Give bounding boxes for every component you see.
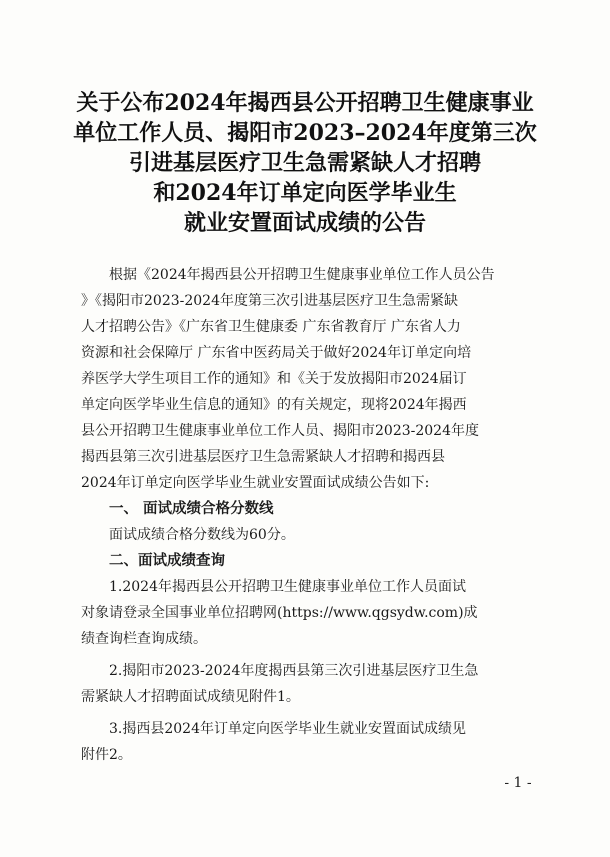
section-2-item-3 xyxy=(81,716,541,768)
paragraph-line: 资源和社会保障厅 广东省中医药局关于做好2024年订单定向培 xyxy=(81,345,472,361)
paragraph-line: 2.揭阳市2023-2024年度揭西县第三次引进基层医疗卫生急 xyxy=(109,663,479,679)
paragraph-line: 根据《2024年揭西县公开招聘卫生健康事业单位工作人员公告 xyxy=(109,267,495,283)
paragraph-line: 绩查询栏查询成绩。 xyxy=(81,631,207,647)
paragraph-line: 2024年订单定向医学毕业生就业安置面试成绩公告如下: xyxy=(81,475,430,491)
title-line: 引进基层医疗卫生急需紧缺人才招聘 xyxy=(128,150,481,176)
paragraph-line: 1.2024年揭西县公开招聘卫生健康事业单位工作人员面试 xyxy=(109,579,466,595)
section-1-text: 面试成绩合格分数线为60分。 xyxy=(109,527,295,543)
document-title xyxy=(40,88,570,238)
section-2-heading: 二、面试成绩查询 xyxy=(109,553,225,569)
page-number: - 1 - xyxy=(504,775,532,791)
title-line: 就业安置面试成绩的公告 xyxy=(183,210,426,236)
paragraph-line: 县公开招聘卫生健康事业单位工作人员、揭阳市2023-2024年度 xyxy=(81,423,479,439)
paragraph-line: 揭西县第三次引进基层医疗卫生急需紧缺人才招聘和揭西县 xyxy=(81,449,445,465)
paragraph-line: 对象请登录全国事业单位招聘网(https://www.qgsydw.com)成 xyxy=(81,605,478,621)
title-line: 和2024年订单定向医学毕业生 xyxy=(153,180,457,206)
title-line: 关于公布2024年揭西县公开招聘卫生健康事业 xyxy=(76,90,534,116)
section-2-item-2 xyxy=(81,658,541,710)
paragraph-line: 单定向医学毕业生信息的通知》的有关规定，现将2024年揭西 xyxy=(81,397,467,413)
paragraph-line: 》《揭阳市2023-2024年度第三次引进基层医疗卫生急需紧缺 xyxy=(81,293,458,309)
intro-paragraph xyxy=(81,262,541,496)
paragraph-line: 需紧缺人才招聘面试成绩见附件1。 xyxy=(81,689,300,705)
paragraph-line: 养医学大学生项目工作的通知》和《关于发放揭阳市2024届订 xyxy=(81,371,467,387)
section-2-item-1 xyxy=(81,574,541,652)
section-1-heading: 一、 面试成绩合格分数线 xyxy=(109,501,274,517)
paragraph-line: 人才招聘公告》《广东省卫生健康委 广东省教育厅 广东省人力 xyxy=(81,319,461,335)
document-body xyxy=(81,262,541,768)
title-line: 单位工作人员、揭阳市2023–2024年度第三次 xyxy=(73,120,537,146)
paragraph-line: 3.揭西县2024年订单定向医学毕业生就业安置面试成绩见 xyxy=(109,721,466,737)
paragraph-line: 附件2。 xyxy=(81,747,132,763)
